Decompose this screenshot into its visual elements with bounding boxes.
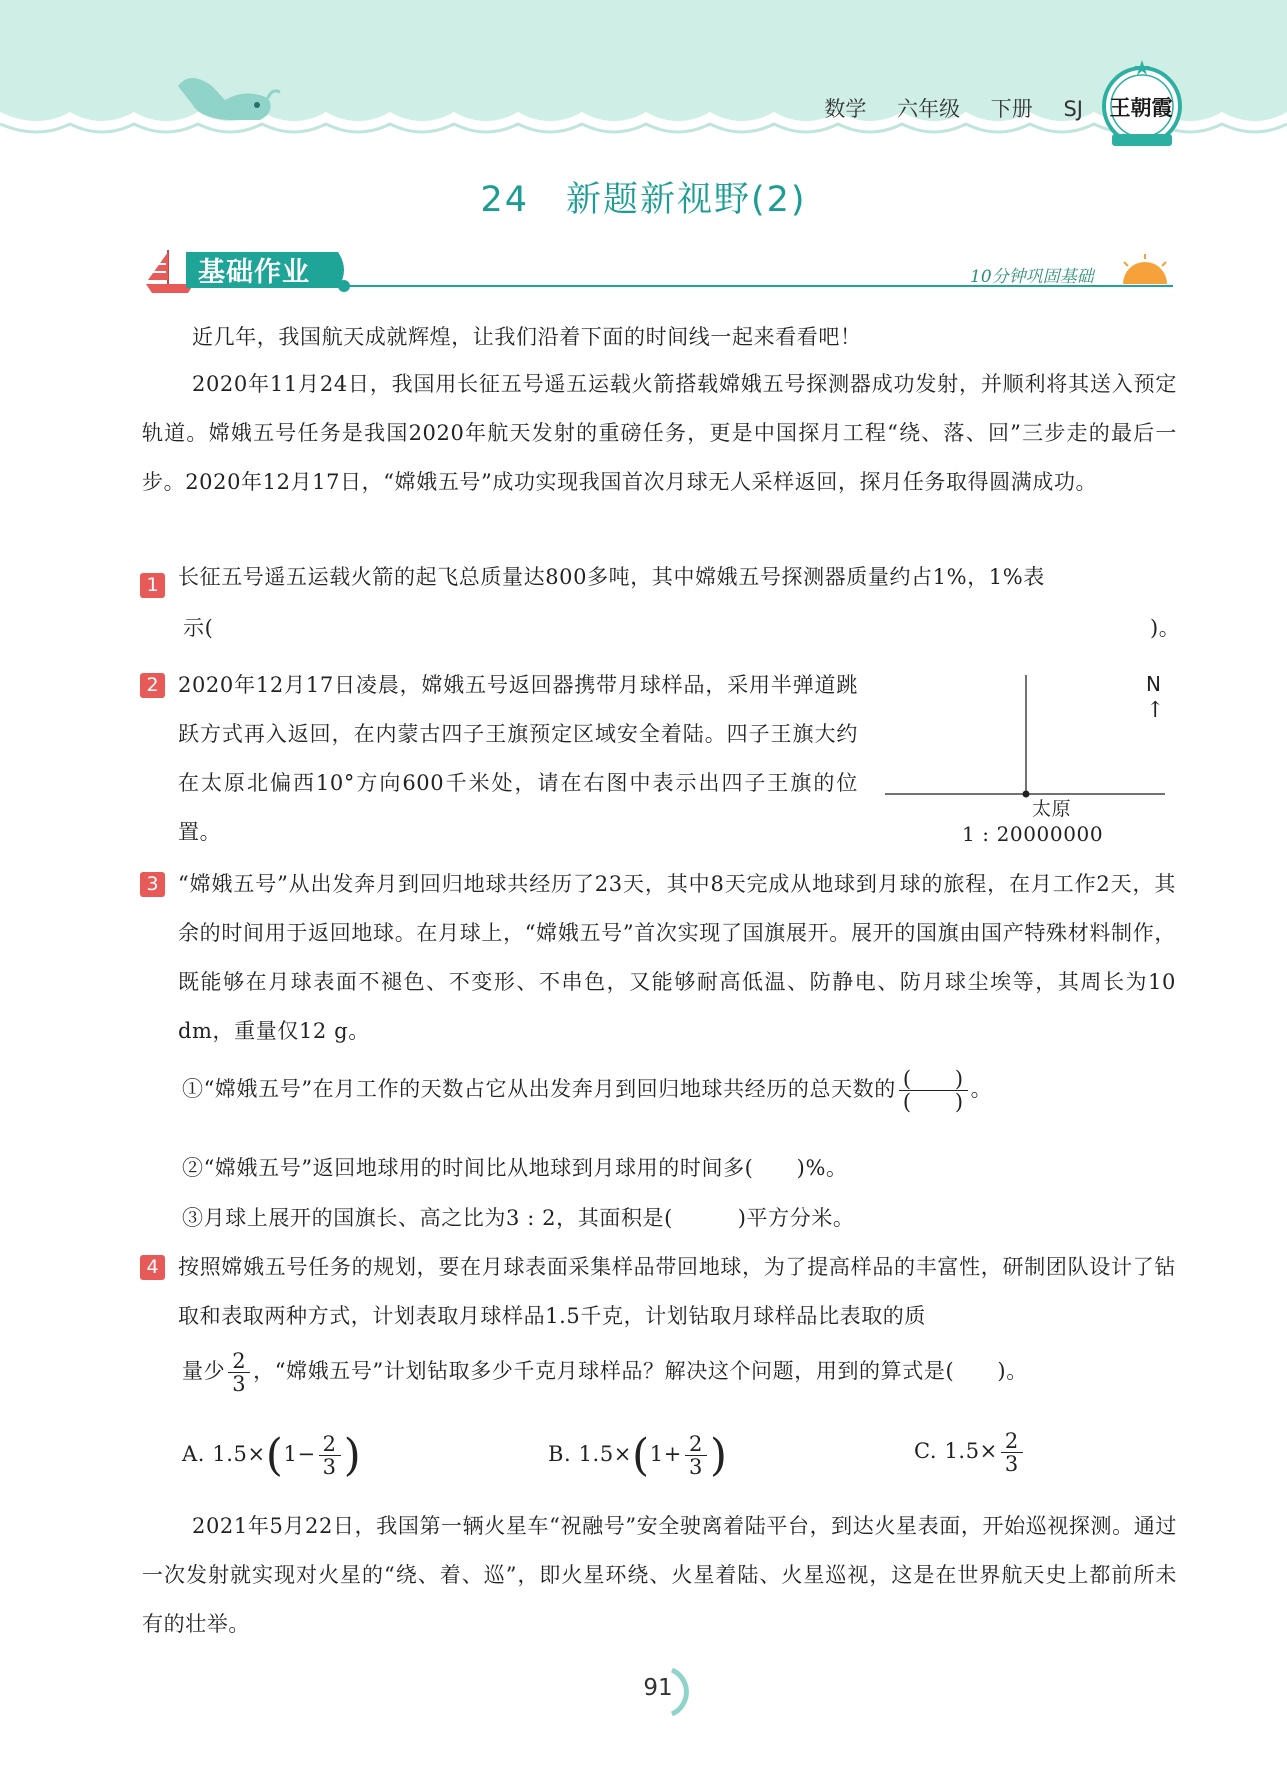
outro-paragraph: 2021年5月22日，我国第一辆火星车“祝融号”安全驶离着陆平台，到达火星表面，开始巡视探测。通过一次发射就实现对火星的“绕、着、巡”，即火星环绕、火星着陆、火星巡视，这是在世界航天史上都前所未有的壮举。: [142, 1514, 1177, 1636]
question-1-answer-open: 示(: [183, 616, 214, 640]
question-3-sub-1-text: ①“嫦娥五号”在月工作的天数占它从出发奔月到回归地球共经历的总天数的: [182, 1077, 896, 1101]
question-1-answer-close: )。: [1150, 616, 1181, 640]
option-a-fraction: [319, 1433, 341, 1478]
subject-label: 数学: [824, 97, 867, 121]
fraction-numerator: 2: [228, 1350, 250, 1373]
question-3-sub-1: [182, 1068, 992, 1113]
option-b-numerator: 2: [685, 1433, 707, 1456]
header-meta: [810, 93, 1083, 123]
intro-paragraph-1: 近几年，我国航天成就辉煌，让我们沿着下面的时间线一起来看看吧！: [192, 325, 862, 349]
fraction-numerator-blank[interactable]: ( ): [899, 1068, 968, 1091]
option-c-fraction: [1001, 1430, 1023, 1475]
page-title: 24 新题新视野(2): [480, 180, 807, 220]
question-4-line-3: [182, 1350, 1028, 1395]
question-2-text: 2020年12月17日凌晨，嫦娥五号返回器携带月球样品，采用半弹道跳跃方式再入返回，在内蒙古四子王旗预定区域安全着陆。四子王旗大约在太原北偏西10°方向600千米处，请在右图中表示出四子王旗的位置。: [178, 673, 858, 844]
option-a-prefix: A. 1.5×: [182, 1442, 266, 1466]
section-note: 10分钟巩固基础: [970, 267, 1094, 287]
north-arrow-icon: ↑: [1146, 698, 1166, 723]
option-b-paren-open: (: [631, 1430, 650, 1481]
question-3-sub-3: ③月球上展开的国旗长、高之比为3 : 2，其面积是( )平方分米。: [182, 1206, 855, 1230]
option-c-numerator: 2: [1001, 1430, 1023, 1453]
question-3-text: “嫦娥五号”从出发奔月到回归地球共经历了23天，其中8天完成从地球到月球的旅程，在月工作2天，其余的时间用于返回地球。在月球上，“嫦娥五号”首次实现了国旗展开。展开的国旗由国产特殊材料制作，既能够在月球表面不褪色、不变形、不串色，又能够耐高低温、防静电、防月球尘埃等，其周长为10 dm，重量仅12 g。: [178, 872, 1176, 1043]
question-1-line-1: 长征五号遥五运载火箭的起飞总质量达800多吨，其中嫦娥五号探测器质量约占1%，1%表: [178, 565, 1045, 589]
question-1-badge: 1: [140, 573, 165, 598]
question-4-line-3-end: ，“嫦娥五号”计划钻取多少千克月球样品？解决这个问题，用到的算式是( )。: [253, 1359, 1028, 1383]
sunset-icon: [1123, 254, 1167, 284]
fraction-denominator-blank[interactable]: ( ): [902, 1090, 964, 1114]
question-3-badge: 3: [140, 872, 165, 897]
option-a-paren-open: (: [265, 1430, 284, 1481]
map-scale: 1 : 20000000: [962, 822, 1104, 846]
question-4-text: 按照嫦娥五号任务的规划，要在月球表面采集样品带回地球，为了提高样品的丰富性，研制团队设计了钻取和表取两种方式，计划表取月球样品1.5千克，计划钻取月球样品比表取的质: [178, 1255, 1176, 1328]
option-b-fraction: [685, 1433, 707, 1478]
question-3-sub-1-fraction-blank[interactable]: [899, 1068, 968, 1113]
question-3-sub-2: ②“嫦娥五号”返回地球用的时间比从地球到月球用的时间多( )%。: [182, 1156, 848, 1180]
grade-label: 六年级: [897, 97, 961, 121]
edition-label: SJ: [1063, 97, 1083, 121]
option-a-inner: 1−: [283, 1442, 316, 1466]
term-label: 下册: [990, 97, 1033, 121]
option-b[interactable]: [548, 1430, 728, 1481]
fraction-denominator: 3: [232, 1372, 247, 1396]
option-b-paren-close: ): [709, 1430, 728, 1481]
logo-text: 王朝霞: [1109, 95, 1173, 120]
option-a-numerator: 2: [319, 1433, 341, 1456]
question-2-badge: 2: [140, 673, 165, 698]
question-4-fraction: [228, 1350, 250, 1395]
header-wave-graphic: [0, 0, 1287, 150]
option-b-denominator: 3: [688, 1455, 703, 1479]
option-b-inner: 1+: [649, 1442, 682, 1466]
option-c-prefix: C. 1.5×: [914, 1439, 998, 1463]
question-3-sub-1-end: 。: [970, 1077, 993, 1101]
header-band: [0, 0, 1287, 150]
option-a-denominator: 3: [322, 1455, 337, 1479]
question-4-line-3-start: 量少: [182, 1359, 226, 1383]
north-label: N: [1146, 672, 1162, 696]
section-label: 基础作业: [198, 257, 310, 288]
city-label-taiyuan: 太原: [1032, 798, 1072, 820]
option-a[interactable]: [182, 1430, 361, 1481]
page-number: 91: [643, 1675, 673, 1701]
option-a-paren-close: ): [343, 1430, 362, 1481]
option-c[interactable]: [914, 1430, 1026, 1475]
question-4-badge: 4: [140, 1255, 165, 1280]
option-c-denominator: 3: [1004, 1452, 1019, 1476]
option-b-prefix: B. 1.5×: [548, 1442, 632, 1466]
intro-paragraph-2: 2020年11月24日，我国用长征五号遥五运载火箭搭载嫦娥五号探测器成功发射，并顺利将其送入预定轨道。嫦娥五号任务是我国2020年航天发射的重磅任务，更是中国探月工程“绕、落、回”三步走的最后一步。2020年12月17日，“嫦娥五号”成功实现我国首次月球无人采样返回，探月任务取得圆满成功。: [142, 372, 1177, 494]
